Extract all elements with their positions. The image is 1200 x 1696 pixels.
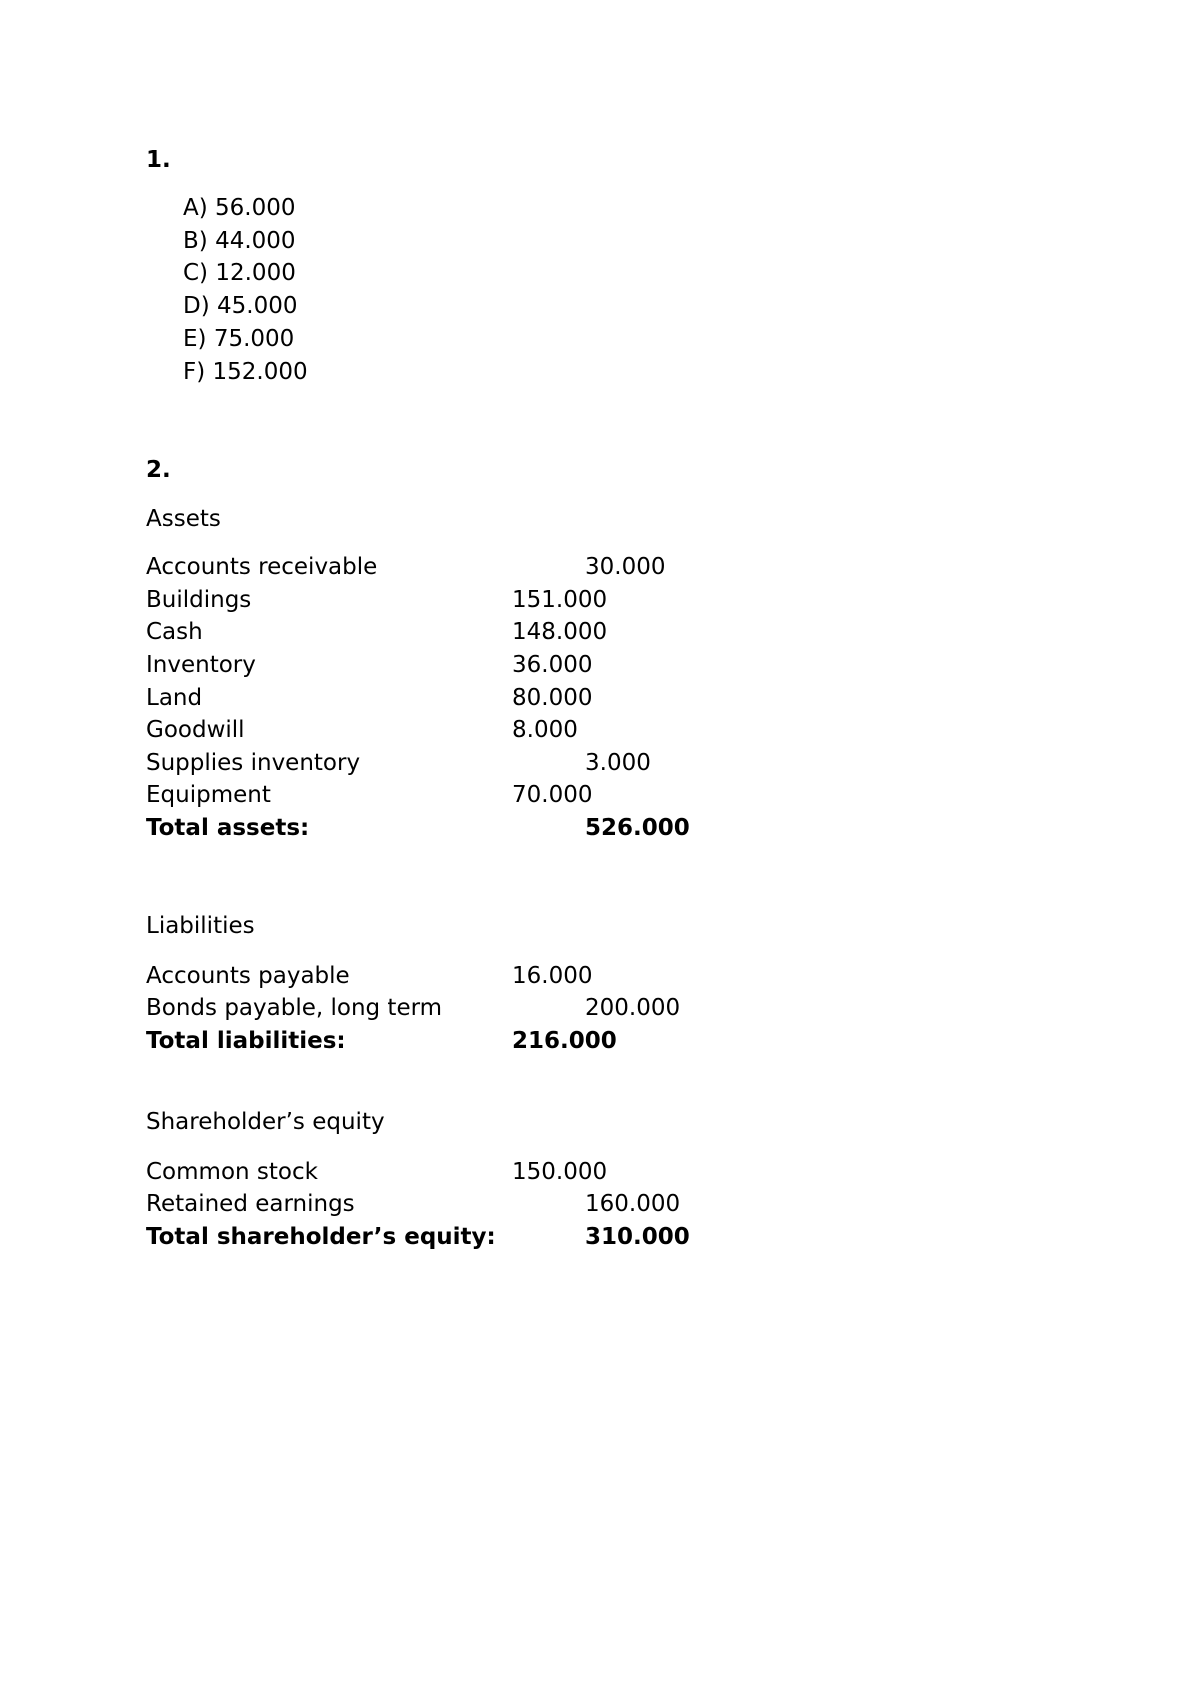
answer-value: 56.000 xyxy=(215,195,296,221)
liability-value: 200.000 xyxy=(585,995,681,1021)
asset-label: Land xyxy=(146,685,203,711)
answer-value: 152.000 xyxy=(212,359,308,385)
total-equity-value: 310.000 xyxy=(585,1224,690,1250)
asset-label: Buildings xyxy=(146,587,252,613)
equity-value: 150.000 xyxy=(512,1159,608,1185)
answer-item xyxy=(183,194,296,222)
equity-value: 160.000 xyxy=(585,1191,681,1217)
asset-value: 3.000 xyxy=(585,750,651,776)
answer-letter: C) xyxy=(183,260,209,286)
asset-value: 70.000 xyxy=(512,782,593,808)
answer-value: 45.000 xyxy=(217,293,298,319)
total-liabilities-value: 216.000 xyxy=(512,1028,617,1054)
answer-item xyxy=(183,259,296,287)
asset-value: 151.000 xyxy=(512,587,608,613)
asset-label: Inventory xyxy=(146,652,256,678)
assets-title: Assets xyxy=(146,506,221,532)
total-assets-label: Total assets: xyxy=(146,815,310,841)
asset-value: 148.000 xyxy=(512,619,608,645)
asset-label: Goodwill xyxy=(146,717,245,743)
total-assets-value: 526.000 xyxy=(585,815,690,841)
answer-letter: B) xyxy=(183,228,208,254)
answer-item xyxy=(183,358,308,386)
answer-letter: F) xyxy=(183,359,206,385)
equity-label: Common stock xyxy=(146,1159,318,1185)
liability-label: Bonds payable, long term xyxy=(146,995,443,1021)
liability-value: 16.000 xyxy=(512,963,593,989)
asset-value: 80.000 xyxy=(512,685,593,711)
liabilities-title: Liabilities xyxy=(146,913,255,939)
answer-value: 75.000 xyxy=(213,326,295,352)
answer-letter: A) xyxy=(183,195,208,221)
asset-value: 30.000 xyxy=(585,554,666,580)
liability-label: Accounts payable xyxy=(146,963,350,989)
section1-heading: 1. xyxy=(146,147,171,173)
answer-item xyxy=(183,325,294,353)
total-equity-label: Total shareholder’s equity: xyxy=(146,1224,496,1250)
answer-letter: D) xyxy=(183,293,210,319)
asset-value: 36.000 xyxy=(512,652,593,678)
asset-value: 8.000 xyxy=(512,717,578,743)
answer-value: 12.000 xyxy=(215,260,296,286)
section2-heading: 2. xyxy=(146,457,171,483)
equity-label: Retained earnings xyxy=(146,1191,355,1217)
asset-label: Supplies inventory xyxy=(146,750,361,776)
answer-item xyxy=(183,227,296,255)
answer-value: 44.000 xyxy=(215,228,296,254)
asset-label: Equipment xyxy=(146,782,271,808)
answer-item xyxy=(183,292,297,320)
asset-label: Cash xyxy=(146,619,203,645)
asset-label: Accounts receivable xyxy=(146,554,378,580)
equity-title: Shareholder’s equity xyxy=(146,1109,385,1135)
answer-letter: E) xyxy=(183,326,207,352)
total-liabilities-label: Total liabilities: xyxy=(146,1028,346,1054)
